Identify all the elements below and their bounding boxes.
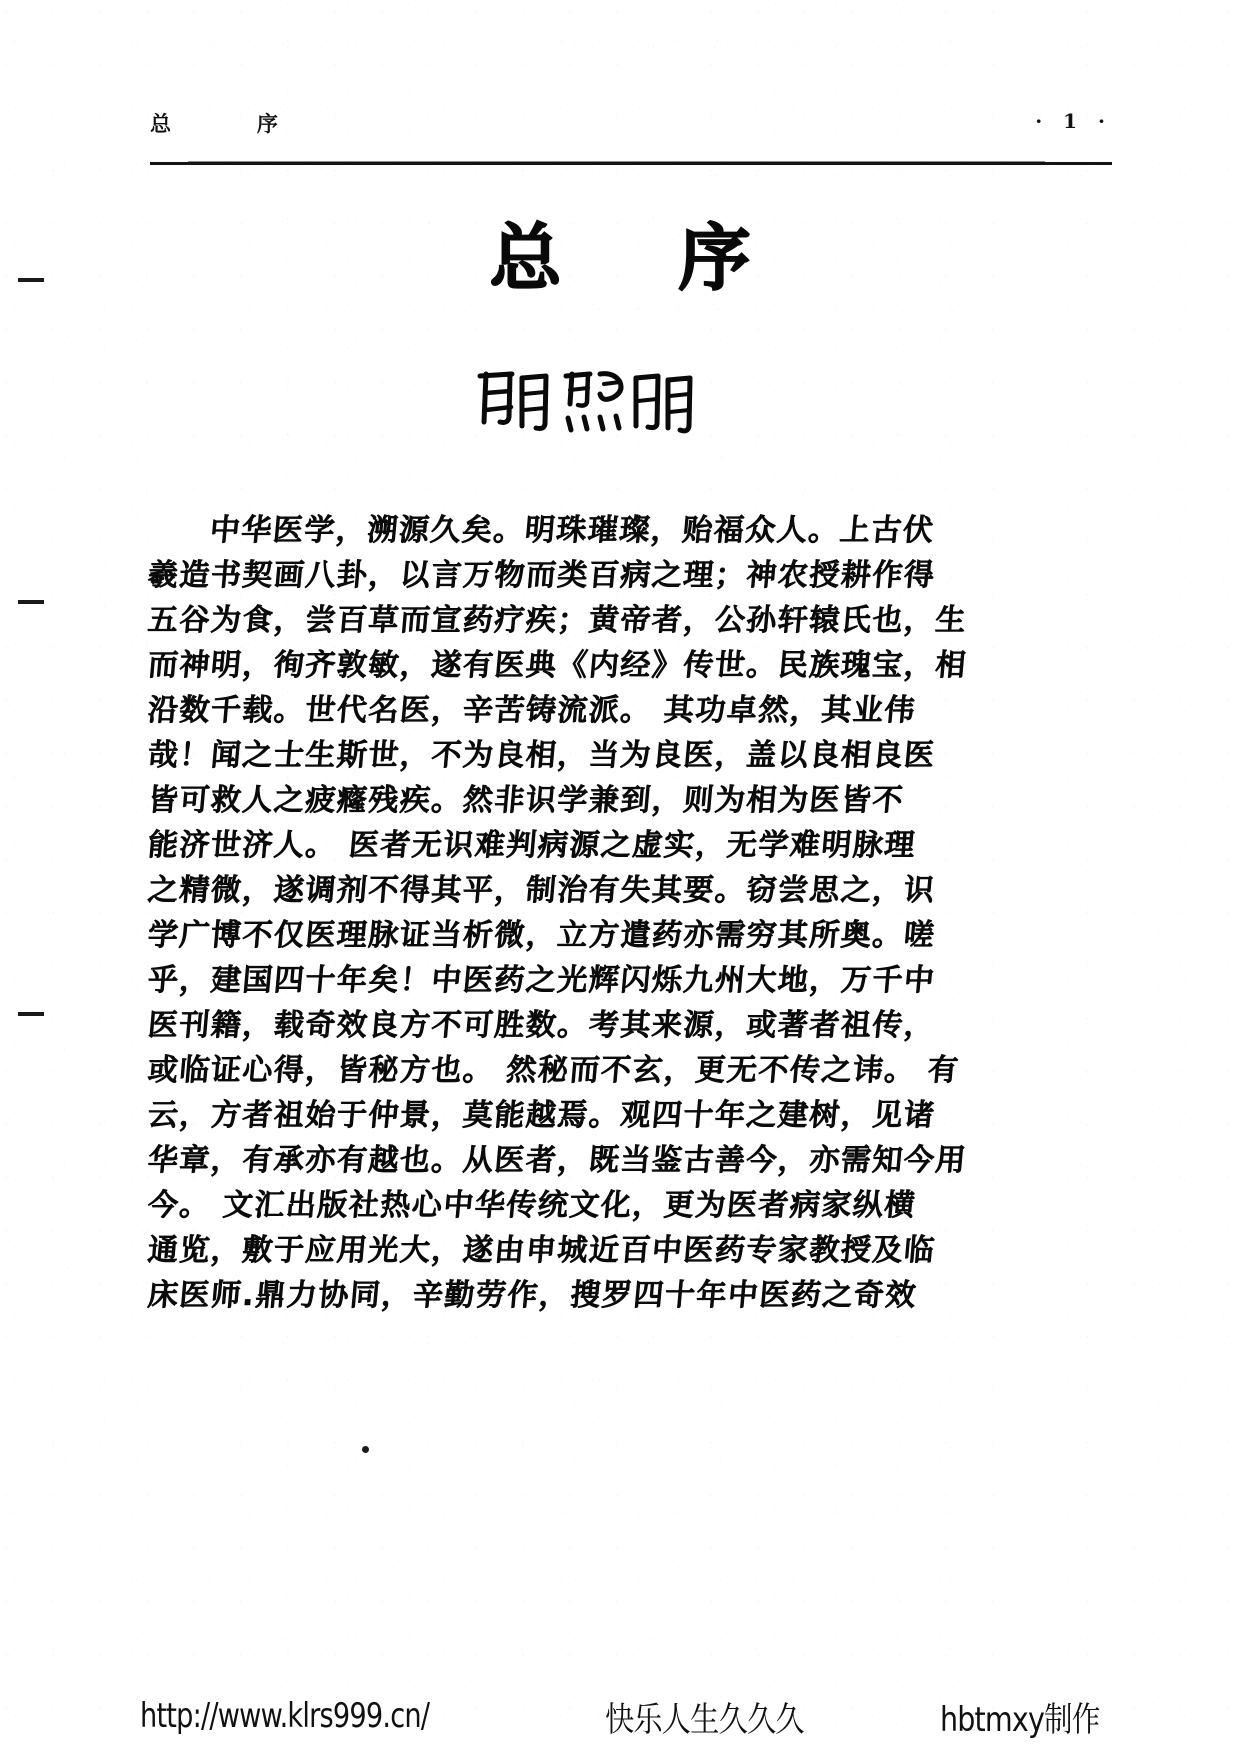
body-line: 通览，敷于应用光大，遂由申城近百中医药专家教授及临 (146, 1233, 938, 1268)
body-line: 今。 文汇出版社热心中华传统文化，更为医者病家纵横 (146, 1188, 918, 1223)
page-title: 总 序 (489, 216, 797, 300)
page-number: · 1 · (1035, 109, 1112, 133)
margin-artifact-tick (18, 1012, 44, 1016)
margin-artifact-tick (18, 278, 44, 282)
running-head-title: 总 序 (150, 112, 294, 136)
watermark-url: http://www.klrs999.cn/ (140, 1696, 430, 1736)
body-line: 皆可救人之疲癃残疾。然非识学兼到，则为相为医皆不 (146, 783, 906, 818)
watermark-credit: hbtmxy制作 (940, 1699, 1100, 1740)
body-line: 沿数千载。世代名医，辛苦铸流派。 其功卓然，其业伟 (146, 693, 918, 728)
body-line: 华章，有承亦有越也。从医者，既当鉴古善今，亦需知今用 (146, 1143, 969, 1178)
margin-artifact-tick (18, 600, 44, 604)
scan-watermark-footer (140, 1688, 1130, 1744)
header-divider-rule (150, 162, 1112, 165)
body-line: 羲造书契画八卦，以言万物而类百病之理；神农授耕作得 (146, 558, 938, 593)
body-line: 云，方者祖始于仲景，莫能越焉。观四十年之建树，见诸 (146, 1098, 938, 1133)
body-line: 床医师.鼎力协同，辛勤劳作，搜罗四十年中医药之奇效 (146, 1278, 919, 1313)
body-line: 而神明，徇齐敦敏，遂有医典《内经》传世。民族瑰宝，相 (146, 648, 969, 683)
body-line: 哉！闻之士生斯世，不为良相，当为良医，盖以良相良医 (146, 738, 938, 773)
body-line: 之精微，遂调剂不得其平，制治有失其要。窃尝思之，识 (146, 873, 938, 908)
page-bottom-dot-artifact (362, 1446, 369, 1453)
preface-body-text (148, 508, 1020, 1318)
body-line: 中华医学，溯源久矣。明珠璀璨，贻福众人。上古伏 (208, 513, 937, 548)
author-signature (470, 360, 700, 440)
page-header (150, 108, 1112, 160)
body-line: 能济世济人。 医者无识难判病源之虚实，无学难明脉理 (146, 828, 918, 863)
watermark-slogan: 快乐人生久久久 (605, 1699, 804, 1740)
body-line: 或临证心得，皆秘方也。 然秘而不玄，更无不传之讳。 有 (146, 1053, 961, 1088)
body-line: 五谷为食，尝百草而宣药疗疾；黄帝者，公孙轩辕氏也，生 (146, 603, 969, 638)
body-line: 学广博不仅医理脉证当析微，立方遣药亦需穷其所奥。嗟 (146, 918, 938, 953)
body-line: 医刊籍，载奇效良方不可胜数。考其来源，或著者祖传， (146, 1008, 938, 1043)
body-line: 乎，建国四十年矣！中医药之光辉闪烁九州大地，万千中 (146, 963, 938, 998)
